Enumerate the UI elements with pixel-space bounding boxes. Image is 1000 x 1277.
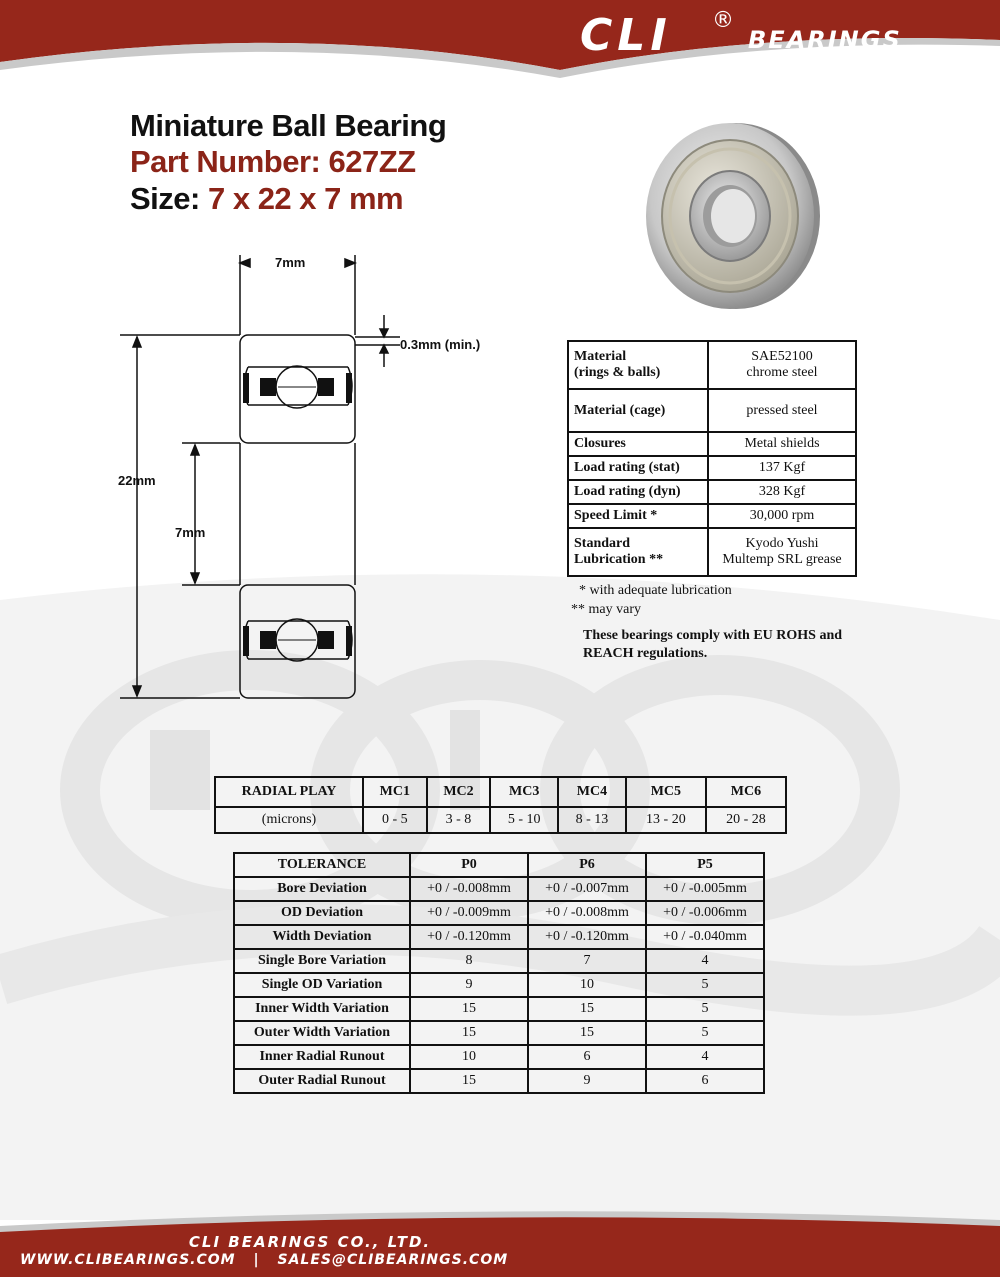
mc-column-header: MC2 — [427, 777, 491, 807]
table-row — [234, 1069, 764, 1093]
row-label: Bore Deviation — [234, 877, 410, 901]
table-cell: 15 — [410, 997, 528, 1021]
table-row — [234, 901, 764, 925]
footer-separator: | — [253, 1252, 260, 1268]
table-cell: +0 / -0.006mm — [646, 901, 764, 925]
column-header: P5 — [646, 853, 764, 877]
column-header: P6 — [528, 853, 646, 877]
spec-value: 328 Kgf — [708, 480, 856, 504]
table-cell: +0 / -0.007mm — [528, 877, 646, 901]
row-label: Single Bore Variation — [234, 949, 410, 973]
bearing-photo — [636, 120, 828, 312]
footer-contact — [20, 1252, 508, 1268]
spec-row — [568, 504, 856, 528]
spec-label: Load rating (stat) — [568, 456, 708, 480]
size-line — [130, 181, 403, 217]
table-cell: 4 — [646, 949, 764, 973]
row-label: Inner Width Variation — [234, 997, 410, 1021]
table-cell: 7 — [528, 949, 646, 973]
table-cell: 5 - 10 — [490, 807, 558, 833]
table-cell: +0 / -0.008mm — [528, 901, 646, 925]
table-cell: +0 / -0.040mm — [646, 925, 764, 949]
mc-column-header: MC6 — [706, 777, 786, 807]
table-cell: +0 / -0.120mm — [528, 925, 646, 949]
spec-row — [568, 389, 856, 432]
table-row — [234, 1045, 764, 1069]
chamfer-dimension-label: 0.3mm (min.) — [400, 337, 481, 352]
row-label: OD Deviation — [234, 901, 410, 925]
spec-label: Material (cage) — [568, 389, 708, 432]
spec-table — [567, 340, 857, 577]
table-cell: 5 — [646, 997, 764, 1021]
spec-row — [568, 341, 856, 389]
table-cell: 5 — [646, 1021, 764, 1045]
table-cell: 4 — [646, 1045, 764, 1069]
bearing-cross-section-drawing — [110, 245, 510, 705]
table-cell: 20 - 28 — [706, 807, 786, 833]
mc-column-header: MC3 — [490, 777, 558, 807]
table-cell: +0 / -0.120mm — [410, 925, 528, 949]
table-row — [234, 877, 764, 901]
row-label: Width Deviation — [234, 925, 410, 949]
compliance-note: These bearings comply with EU ROHS and REACH regulations. — [583, 628, 843, 661]
table-row — [215, 807, 786, 833]
unit-label: (microns) — [215, 807, 363, 833]
radial-play-table — [214, 776, 787, 834]
table-header-row — [234, 853, 764, 877]
registered-mark: ® — [712, 8, 734, 33]
table-cell: 15 — [410, 1021, 528, 1045]
spec-label: Standard Lubrication ** — [568, 528, 708, 576]
radial-play-header: RADIAL PLAY — [215, 777, 363, 807]
table-cell: +0 / -0.009mm — [410, 901, 528, 925]
table-cell: 15 — [528, 997, 646, 1021]
table-cell: 3 - 8 — [427, 807, 491, 833]
spec-row — [568, 432, 856, 456]
outer-diameter-label: 22mm — [118, 473, 156, 488]
table-cell: 13 - 20 — [626, 807, 706, 833]
lubrication-note: * with adequate lubrication — [579, 583, 732, 598]
column-header: TOLERANCE — [234, 853, 410, 877]
row-label: Inner Radial Runout — [234, 1045, 410, 1069]
footer-company-name: CLI BEARINGS CO., LTD. — [188, 1233, 432, 1251]
row-label: Outer Radial Runout — [234, 1069, 410, 1093]
website-link[interactable]: WWW.CLIBEARINGS.COM — [20, 1252, 236, 1268]
table-cell: 15 — [410, 1069, 528, 1093]
table-cell: 8 - 13 — [558, 807, 626, 833]
brand-suffix-text: BEARINGS — [748, 26, 902, 54]
spec-label: Load rating (dyn) — [568, 480, 708, 504]
table-cell: 15 — [528, 1021, 646, 1045]
spec-value: 137 Kgf — [708, 456, 856, 480]
spec-row — [568, 480, 856, 504]
spec-label: Closures — [568, 432, 708, 456]
spec-value: Metal shields — [708, 432, 856, 456]
size-value: 7 x 22 x 7 mm — [207, 181, 404, 216]
table-cell: 0 - 5 — [363, 807, 427, 833]
bore-dimension-label: 7mm — [175, 525, 206, 540]
table-cell: 6 — [646, 1069, 764, 1093]
row-label: Single OD Variation — [234, 973, 410, 997]
table-row — [234, 997, 764, 1021]
mc-column-header: MC5 — [626, 777, 706, 807]
mc-column-header: MC1 — [363, 777, 427, 807]
brand-logo-text: CLI — [580, 10, 672, 61]
table-row — [234, 949, 764, 973]
table-cell: +0 / -0.008mm — [410, 877, 528, 901]
row-label: Outer Width Variation — [234, 1021, 410, 1045]
table-row — [234, 1021, 764, 1045]
size-label: Size: — [130, 181, 200, 216]
spec-value: SAE52100 chrome steel — [708, 341, 856, 389]
table-cell: 10 — [410, 1045, 528, 1069]
table-cell: 9 — [528, 1069, 646, 1093]
email-link[interactable]: SALES@CLIBEARINGS.COM — [277, 1252, 509, 1268]
table-cell: 5 — [646, 973, 764, 997]
spec-value: pressed steel — [708, 389, 856, 432]
table-cell: +0 / -0.005mm — [646, 877, 764, 901]
part-number: Part Number: 627ZZ — [130, 144, 416, 179]
tolerance-table — [233, 852, 765, 1094]
table-cell: 8 — [410, 949, 528, 973]
variation-note: ** may vary — [571, 602, 641, 617]
table-cell: 10 — [528, 973, 646, 997]
spec-label: Material (rings & balls) — [568, 341, 708, 389]
spec-value: 30,000 rpm — [708, 504, 856, 528]
table-row — [234, 925, 764, 949]
spec-row — [568, 456, 856, 480]
table-cell: 6 — [528, 1045, 646, 1069]
column-header: P0 — [410, 853, 528, 877]
mc-column-header: MC4 — [558, 777, 626, 807]
spec-value: Kyodo Yushi Multemp SRL grease — [708, 528, 856, 576]
table-row — [234, 973, 764, 997]
product-title: Miniature Ball Bearing — [130, 108, 447, 143]
table-cell: 9 — [410, 973, 528, 997]
spec-label: Speed Limit * — [568, 504, 708, 528]
width-dimension-label: 7mm — [275, 255, 306, 270]
table-header-row — [215, 777, 786, 807]
spec-row — [568, 528, 856, 576]
